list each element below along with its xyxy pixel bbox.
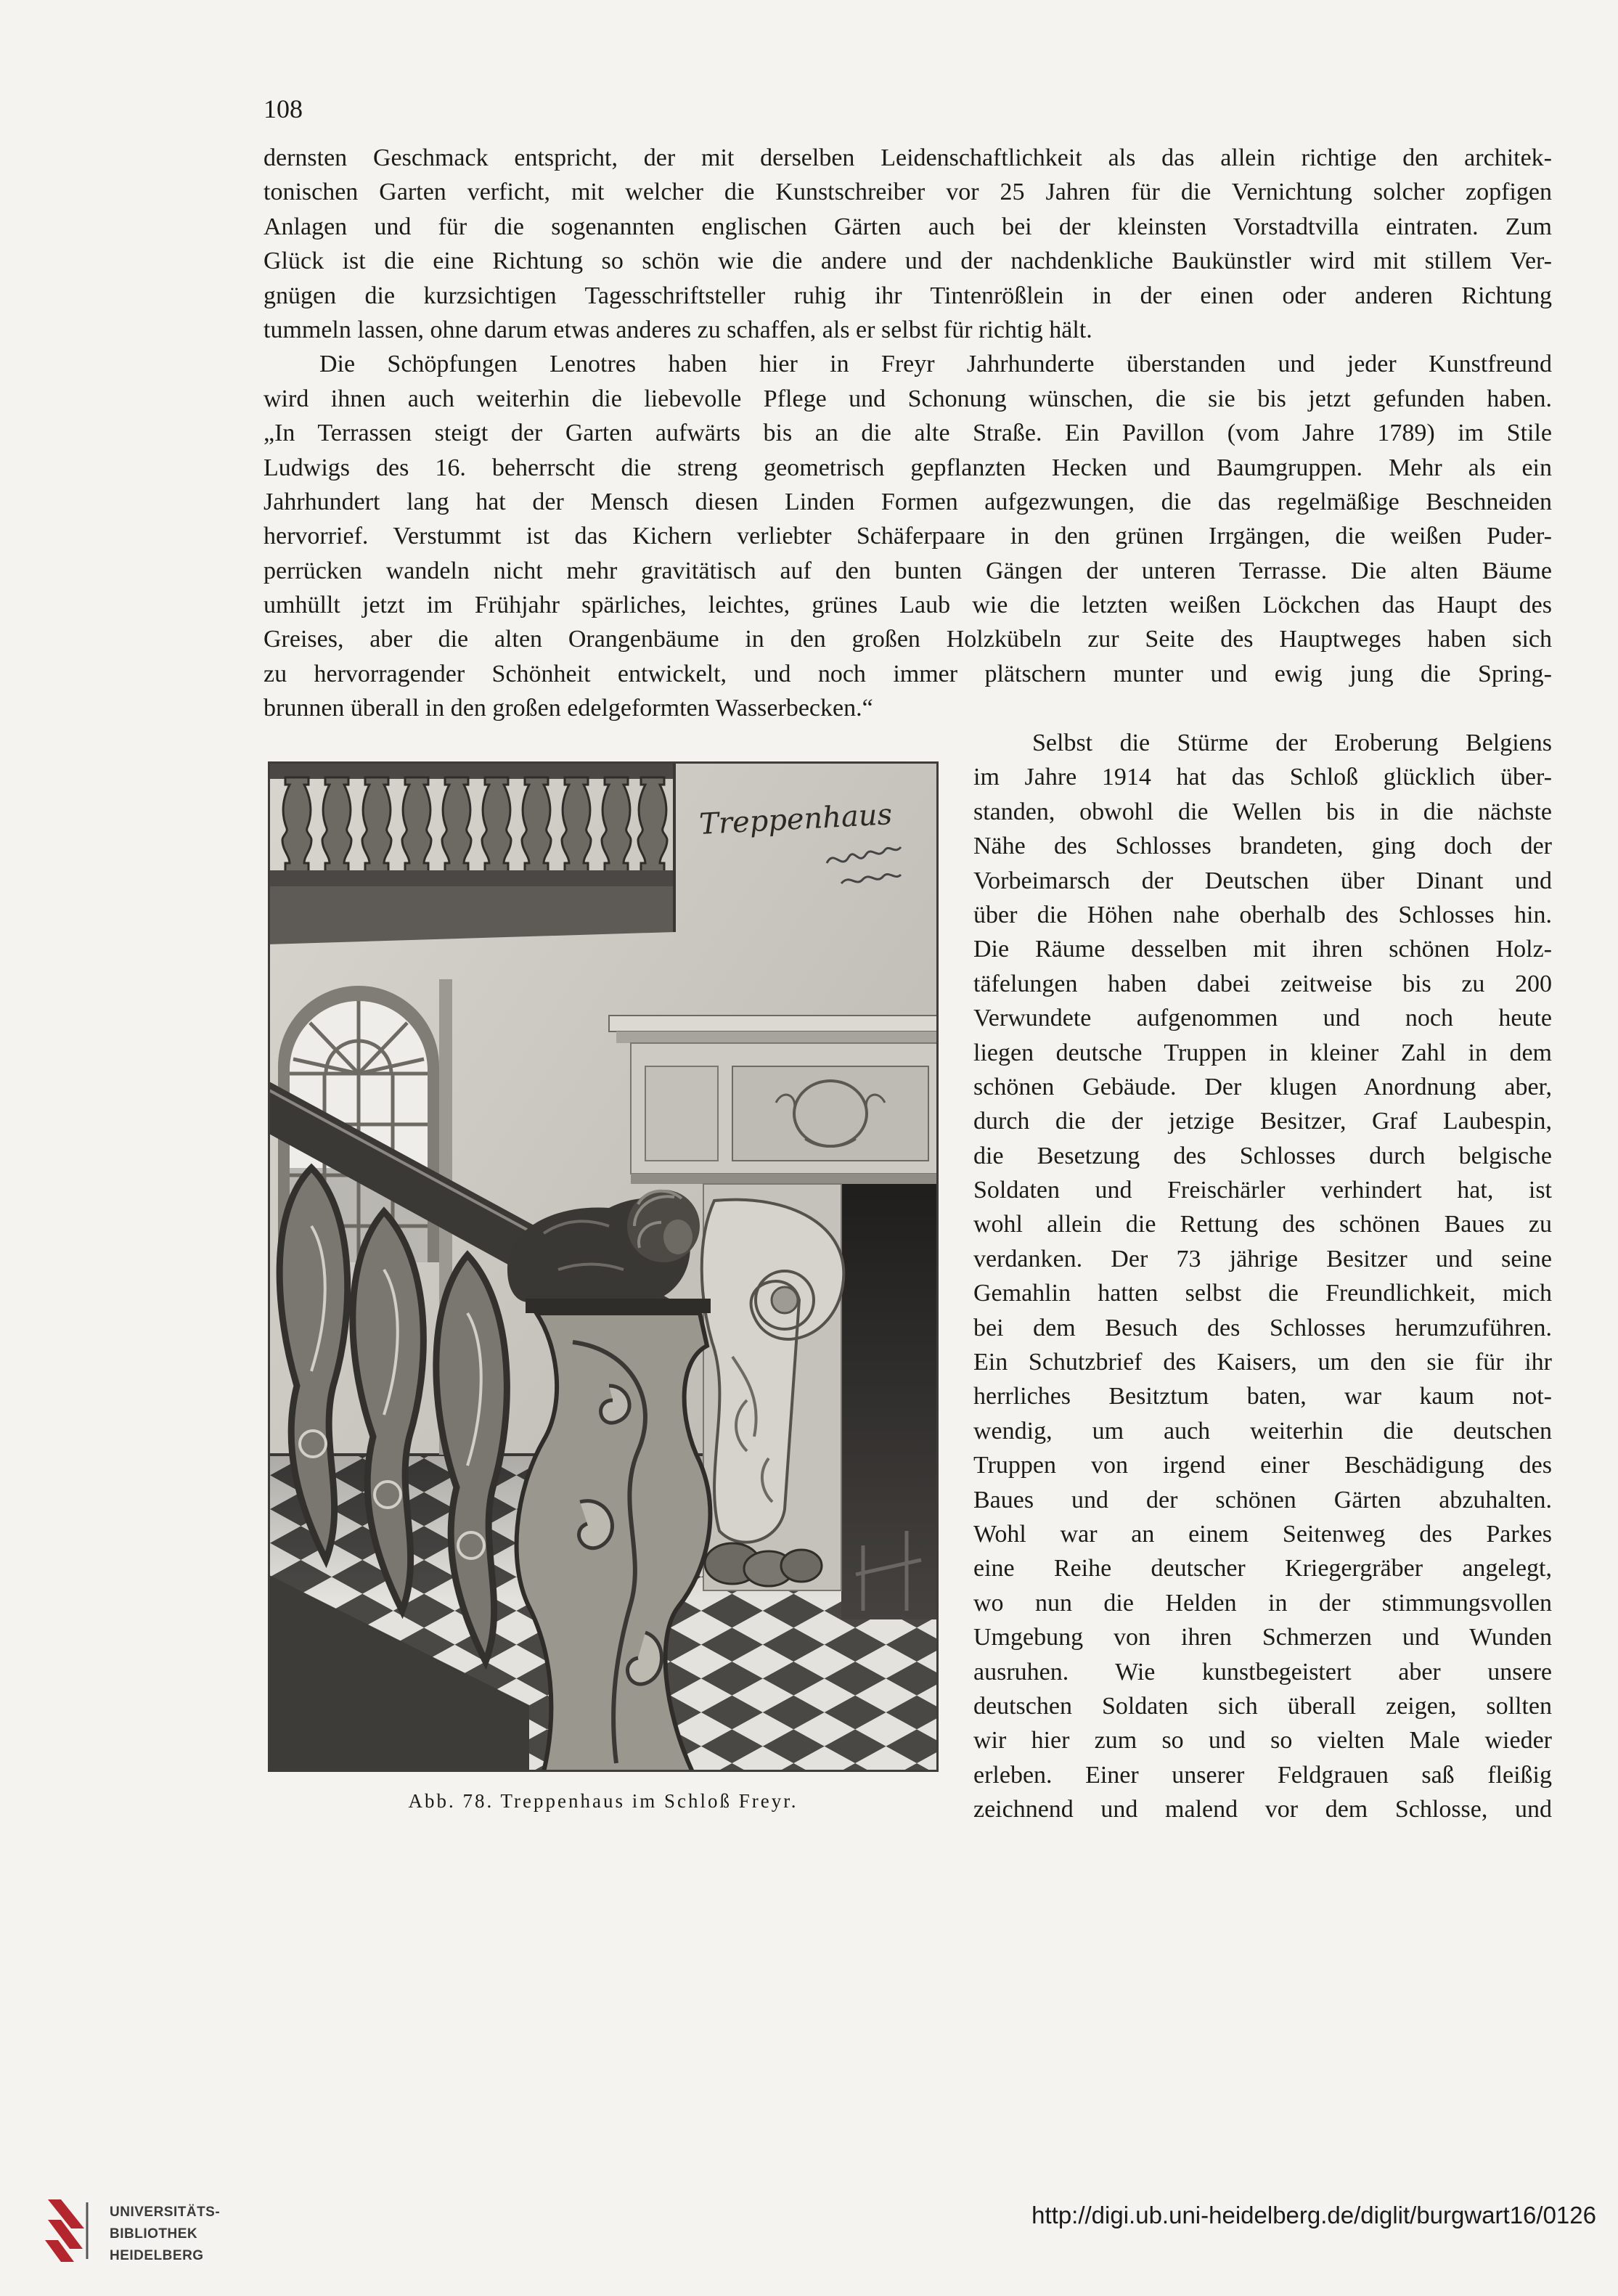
library-name-line: BIBLIOTHEK <box>110 2226 198 2242</box>
body-text-line: herrliches Besitztum baten, war kaum not- <box>973 1383 1552 1410</box>
body-text-line: verdanken. Der 73 jährige Besitzer und seine <box>973 1245 1552 1272</box>
body-text-line: Baues und der schönen Gärten abzuhalten. <box>973 1486 1552 1513</box>
body-text-line: zeichnend und malend vor dem Schlosse, und <box>973 1796 1552 1823</box>
body-text-line: zu hervorragender Schönheit entwickelt, und noch immer plätschern munter und ewig jung die Spring- <box>263 660 1552 687</box>
body-text-line: täfelungen haben dabei zeitweise bis zu 200 <box>973 970 1552 997</box>
body-text-line: Glück ist die eine Richtung so schön wie die andere und der nachdenkliche Baukünstler wird mit stillem Ver- <box>263 248 1552 275</box>
body-text-line: Nähe des Schlosses brandeten, ging doch der <box>973 833 1552 860</box>
figure-caption: Abb. 78. Treppenhaus im Schloß Freyr. <box>408 1790 798 1812</box>
page-number: 108 <box>263 94 303 123</box>
body-text-line: brunnen überall in den großen edelgeformten Wasserbecken.“ <box>263 695 873 722</box>
body-text-line: dernsten Geschmack entspricht, der mit derselben Leidenschaftlichkeit als das allein richtige den architek- <box>263 144 1552 171</box>
body-text-line: Ludwigs des 16. beherrscht die streng geometrisch gepflanzten Hecken und Baumgruppen. Mehr als ein <box>263 454 1552 481</box>
body-text-line: liegen deutsche Truppen in kleiner Zahl in dem <box>973 1039 1552 1066</box>
body-text-line: tummeln lassen, ohne darum etwas anderes zu schaffen, als er selbst für richtig hält. <box>263 316 1092 343</box>
library-name-line: UNIVERSITÄTS- <box>110 2205 221 2220</box>
staircase-illustration <box>268 761 939 1772</box>
illustration-inscription: Treppenhaus <box>698 798 894 841</box>
body-text-line: wird ihnen auch weiterhin die liebevolle Pflege und Schonung wünschen, die sie bis jetzt gefunden haben. <box>263 385 1552 412</box>
body-text-line: durch die der jetzige Besitzer, Graf Laubespin, <box>973 1108 1552 1135</box>
body-text-line: eine Reihe deutscher Kriegergräber angelegt, <box>973 1555 1552 1582</box>
body-text-line: Ein Schutzbrief des Kaisers, um den sie für ihr <box>973 1349 1552 1376</box>
body-text-line: tonischen Garten verficht, mit welcher die Kunstschreiber vor 25 Jahren für die Vernichtung solcher zopfigen <box>263 179 1552 206</box>
body-text-line: Umgebung von ihren Schmerzen und Wunden <box>973 1624 1552 1651</box>
body-text-line: perrücken wandeln nicht mehr gravitätisch auf den bunten Gängen der unteren Terrasse. Die alten Bäume <box>263 557 1552 584</box>
library-logo <box>42 2195 93 2265</box>
body-text-line: Wohl war an einem Seitenweg des Parkes <box>973 1520 1552 1548</box>
body-text-full-width <box>263 141 1552 726</box>
body-text-line: wo nun die Helden in der stimmungsvollen <box>973 1589 1552 1617</box>
body-text-line: Jahrhundert lang hat der Mensch diesen Linden Formen aufgezwungen, die das regelmäßige Beschneiden <box>263 488 1552 515</box>
body-text-line: Truppen von irgend einer Beschädigung des <box>973 1452 1552 1479</box>
body-text-line: erleben. Einer unserer Feldgrauen saß fleißig <box>973 1761 1552 1789</box>
source-url: http://digi.ub.uni-heidelberg.de/diglit/burgwart16/0126 <box>1031 2202 1596 2228</box>
body-text-line: wendig, um auch weiterhin die deutschen <box>973 1417 1552 1445</box>
body-text-line: umhüllt jetzt im Frühjahr spärliches, leichtes, grünes Laub wie die letzten weißen Löckchen das Haupt des <box>263 592 1552 619</box>
body-text-line: Gemahlin hatten selbst die Freundlichkeit, mich <box>973 1280 1552 1307</box>
body-text-line: Verwundete aufgenommen und noch heute <box>973 1005 1552 1032</box>
body-text-line: Greises, aber die alten Orangenbäume in den großen Holzkübeln zur Seite des Hauptweges haben sich <box>263 626 1552 653</box>
body-text-line: wir hier zum so und so vielten Male wieder <box>973 1727 1552 1754</box>
body-text-line: Anlagen und für die sogenannten englischen Gärten auch bei der kleinsten Vorstadtvilla eintraten. Zum <box>263 213 1552 240</box>
body-text-line: gnügen die kurzsichtigen Tagesschriftsteller ruhig ihr Tintenrößlein in der einen oder anderen Richtung <box>263 282 1552 309</box>
body-text-line: Die Schöpfungen Lenotres haben hier in Freyr Jahrhunderte überstanden und jeder Kunstfreund <box>319 351 1552 378</box>
body-text-line: schönen Gebäude. Der klugen Anordnung aber, <box>973 1073 1552 1100</box>
body-text-line: bei dem Besuch des Schlosses herumzuführen. <box>973 1314 1552 1341</box>
body-text-line: wohl allein die Rettung des schönen Baues zu <box>973 1211 1552 1238</box>
body-text-right-column <box>973 726 1552 1827</box>
body-text-line: ausruhen. Wie kunstbegeistert aber unsere <box>973 1658 1552 1686</box>
body-text-line: hervorrief. Verstummt ist das Kichern verliebter Schäferpaare in den grünen Irrgängen, die weißen Puder- <box>263 523 1552 550</box>
body-text-line: die Besetzung des Schlosses durch belgische <box>973 1142 1552 1169</box>
library-name <box>110 2202 220 2267</box>
body-text-line: Die Räume desselben mit ihren schönen Holz- <box>973 936 1552 963</box>
body-text-line: Selbst die Stürme der Eroberung Belgiens <box>1032 730 1552 756</box>
body-text-line: über die Höhen nahe oberhalb des Schlosses hin. <box>973 901 1552 928</box>
library-name-line: HEIDELBERG <box>110 2248 204 2263</box>
body-text-line: deutschen Soldaten sich überall zeigen, sollten <box>973 1692 1552 1720</box>
body-text-line: Soldaten und Freischärler verhindert hat, ist <box>973 1177 1552 1204</box>
fireplace-opening <box>841 1184 939 1619</box>
body-text-line: standen, obwohl die Wellen bis in die nächste <box>973 798 1552 825</box>
body-text-line: „In Terrassen steigt der Garten aufwärts bis an die alte Straße. Ein Pavillon (vom Jahre 1789) im Stile <box>263 420 1552 447</box>
body-text-line: im Jahre 1914 hat das Schloß glücklich über- <box>973 764 1552 791</box>
body-text-line: Vorbeimarsch der Deutschen über Dinant und <box>973 867 1552 894</box>
